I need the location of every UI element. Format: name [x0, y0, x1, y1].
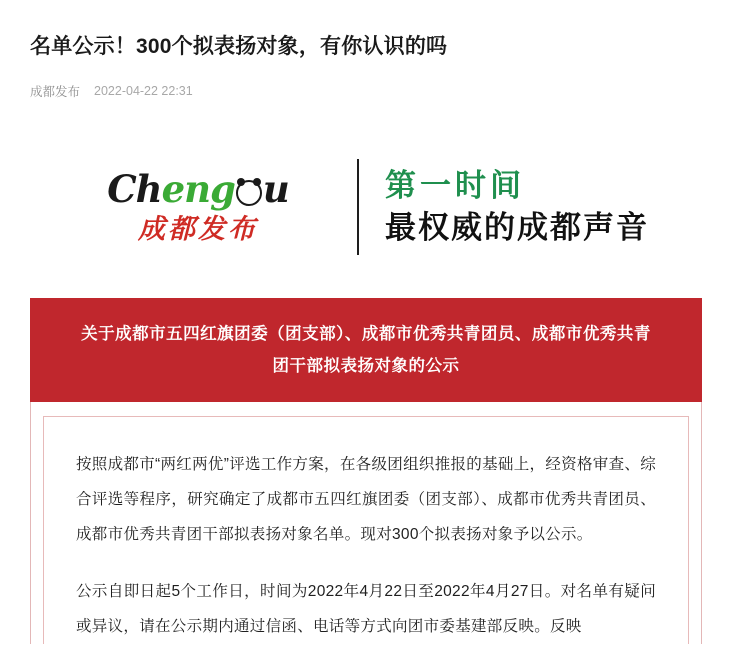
logo-latin-before: Ch — [107, 167, 162, 211]
banner-logo — [83, 168, 331, 246]
logo-latin-middle: eng — [161, 167, 235, 211]
article-timestamp: 2022-04-22 22:31 — [94, 84, 193, 98]
notice-paragraph: 按照成都市“两红两优”评选工作方案，在各级团组织推报的基础上，经资格审查、综合评选等程序，研究确定了成都市五四红旗团委（团支部）、成都市优秀共青团员、成都市优秀共青团干部拟表扬对象名单。现对300个拟表扬对象予以公示。 — [76, 456, 656, 543]
notice-body — [30, 402, 702, 644]
logo-chinese-text: 成都发布 — [138, 214, 258, 245]
banner-divider — [357, 159, 359, 255]
brand-banner — [30, 142, 702, 272]
article-source: 成都发布 — [30, 85, 81, 99]
banner-slogan — [385, 166, 649, 248]
logo-latin-text — [83, 168, 313, 210]
slogan-line-2: 最权威的成都声音 — [385, 210, 649, 246]
notice-inner-frame — [43, 416, 689, 644]
slogan-line-1: 第一时间 — [385, 168, 525, 204]
notice-header: 关于成都市五四红旗团委（团支部）、成都市优秀共青团员、成都市优秀共青团干部拟表扬对象的公示 — [30, 298, 702, 402]
logo-latin-after: u — [262, 167, 289, 211]
page-title: 名单公示！300个拟表扬对象，有你认识的吗 — [30, 35, 448, 58]
article-meta — [30, 82, 702, 100]
notice-paragraph: 公示自即日起5个工作日，时间为2022年4月22日至2022年4月27日。对名单有疑问或异议，请在公示期内通过信函、电话等方式向团市委基建部反映。反映 — [76, 583, 656, 635]
panda-icon — [236, 180, 262, 206]
